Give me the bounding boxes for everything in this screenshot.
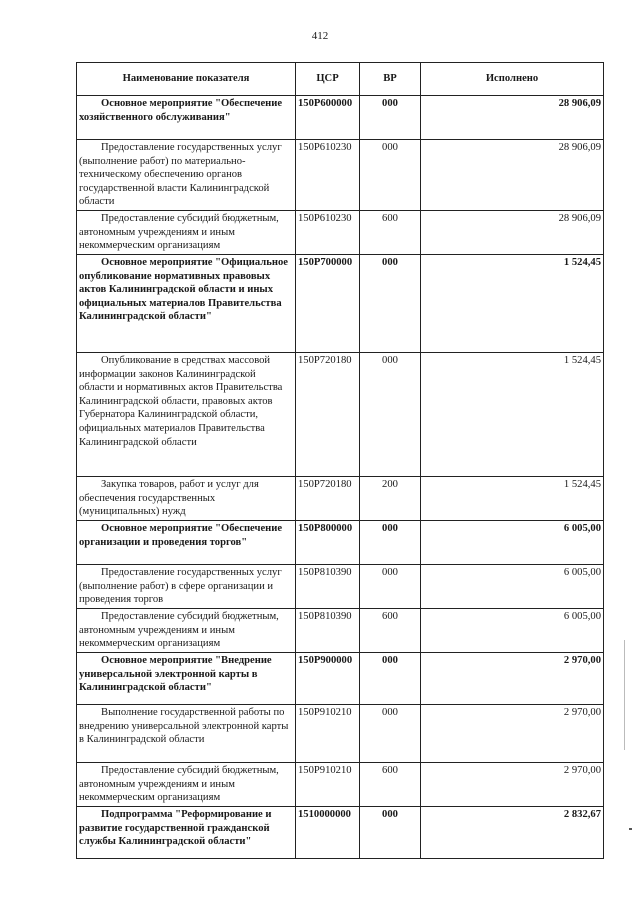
table-row (77, 608, 604, 652)
header-executed: Исполнено (421, 63, 604, 96)
row-executed-cell: 6 005,00 (421, 608, 604, 652)
budget-execution-table (76, 62, 604, 859)
row-vr-cell: 000 (360, 806, 421, 858)
row-vr-cell: 600 (360, 608, 421, 652)
row-executed-cell: 28 906,09 (421, 96, 604, 140)
row-vr-cell: 000 (360, 140, 421, 211)
table-row (77, 476, 604, 520)
table-row (77, 254, 604, 352)
header-vr: ВР (360, 63, 421, 96)
row-csr-cell: 150P610230 (296, 140, 360, 211)
row-executed-cell: 1 524,45 (421, 352, 604, 476)
table-row (77, 210, 604, 254)
row-executed-cell: 2 970,00 (421, 652, 604, 704)
row-name-cell: Основное мероприятие "Официальное опубликование нормативных правовых актов Калининградской области и иных официальных материалов Правительства Калининградской области" (77, 254, 296, 352)
scan-mark (624, 640, 625, 750)
row-name-cell: Опубликование в средствах массовой информации законов Калининградской области и нормативных актов Правительства Калининградской области, правовых актов Губернатора Калининградской области, официальных материалов Правительства Калининградской области (77, 352, 296, 476)
row-name-cell: Основное мероприятие "Внедрение универсальной электронной карты в Калининградской области" (77, 652, 296, 704)
row-vr-cell: 000 (360, 352, 421, 476)
table-header-row (77, 63, 604, 96)
header-csr: ЦСР (296, 63, 360, 96)
row-executed-cell: 6 005,00 (421, 564, 604, 608)
row-executed-cell: 2 970,00 (421, 704, 604, 762)
row-executed-cell: 6 005,00 (421, 520, 604, 564)
row-csr-cell: 1510000000 (296, 806, 360, 858)
page-number: 412 (311, 30, 329, 42)
row-name-cell: Предоставление государственных услуг (выполнение работ) по материально-техническому обеспечению органов государственной власти Калининградской области (77, 140, 296, 211)
table-row (77, 762, 604, 806)
row-csr-cell: 150P600000 (296, 96, 360, 140)
row-csr-cell: 150P910210 (296, 704, 360, 762)
row-executed-cell: 28 906,09 (421, 210, 604, 254)
table-row (77, 140, 604, 211)
row-vr-cell: 600 (360, 762, 421, 806)
row-vr-cell: 000 (360, 704, 421, 762)
row-name-cell: Предоставление субсидий бюджетным, автономным учреждениям и иным некоммерческим организациям (77, 210, 296, 254)
row-vr-cell: 600 (360, 210, 421, 254)
row-vr-cell: 000 (360, 652, 421, 704)
row-name-cell: Основное мероприятие "Обеспечение организации и проведения торгов" (77, 520, 296, 564)
row-csr-cell: 150P800000 (296, 520, 360, 564)
row-vr-cell: 000 (360, 254, 421, 352)
row-name-cell: Предоставление государственных услуг (выполнение работ) в сфере организации и проведения торгов (77, 564, 296, 608)
table-row (77, 704, 604, 762)
header-name: Наименование показателя (77, 63, 296, 96)
row-vr-cell: 000 (360, 520, 421, 564)
row-csr-cell: 150P610230 (296, 210, 360, 254)
row-executed-cell: 1 524,45 (421, 254, 604, 352)
row-name-cell: Основное мероприятие "Обеспечение хозяйственного обслуживания" (77, 96, 296, 140)
row-csr-cell: 150P810390 (296, 608, 360, 652)
table-row (77, 806, 604, 858)
row-csr-cell: 150P900000 (296, 652, 360, 704)
row-csr-cell: 150P910210 (296, 762, 360, 806)
row-name-cell: Предоставление субсидий бюджетным, автономным учреждениям и иным некоммерческим организациям (77, 608, 296, 652)
row-name-cell: Предоставление субсидий бюджетным, автономным учреждениям и иным некоммерческим организациям (77, 762, 296, 806)
table-row (77, 96, 604, 140)
row-vr-cell: 000 (360, 564, 421, 608)
row-vr-cell: 200 (360, 476, 421, 520)
row-csr-cell: 150P700000 (296, 254, 360, 352)
table-row (77, 564, 604, 608)
scan-mark (629, 828, 632, 830)
row-csr-cell: 150P720180 (296, 352, 360, 476)
row-vr-cell: 000 (360, 96, 421, 140)
row-executed-cell: 1 524,45 (421, 476, 604, 520)
table-row (77, 520, 604, 564)
table-row (77, 652, 604, 704)
row-name-cell: Выполнение государственной работы по внедрению универсальной электронной карты в Калининградской области (77, 704, 296, 762)
row-executed-cell: 2 970,00 (421, 762, 604, 806)
table-body (77, 96, 604, 859)
table-row (77, 352, 604, 476)
row-csr-cell: 150P720180 (296, 476, 360, 520)
row-name-cell: Подпрограмма "Реформирование и развитие государственной гражданской службы Калининградской области" (77, 806, 296, 858)
row-name-cell: Закупка товаров, работ и услуг для обеспечения государственных (муниципальных) нужд (77, 476, 296, 520)
row-executed-cell: 28 906,09 (421, 140, 604, 211)
row-csr-cell: 150P810390 (296, 564, 360, 608)
row-executed-cell: 2 832,67 (421, 806, 604, 858)
